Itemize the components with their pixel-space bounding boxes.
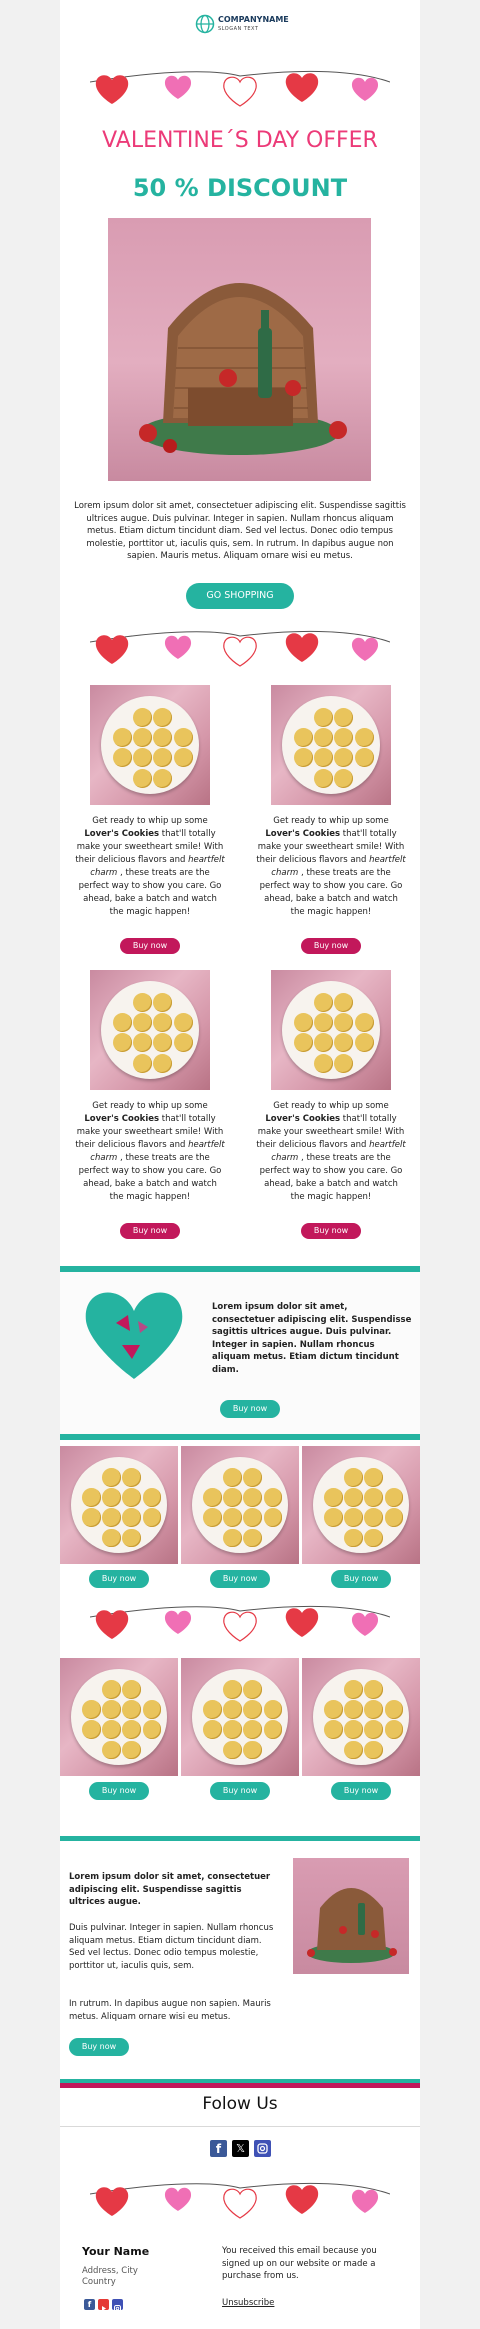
- cookie: [364, 1720, 383, 1739]
- cookie: [153, 1013, 172, 1032]
- hero-title: VALENTINE´S DAY OFFER: [102, 128, 378, 153]
- promo-paragraph: In rutrum. In dapibus augue non sapien. Mauris metus. Aliquam ornare wisi eu metus.: [69, 1999, 271, 2022]
- facebook-icon[interactable]: f: [84, 2299, 95, 2310]
- cookie: [153, 1054, 172, 1073]
- divider-bar: [60, 1836, 420, 1841]
- heart-icon: [165, 2188, 191, 2211]
- cookie-photo: [271, 970, 391, 1090]
- cookie-photo: [181, 1446, 299, 1564]
- footer-name: Your Name: [82, 2245, 150, 2258]
- cookie: [223, 1700, 242, 1719]
- cookie: [334, 728, 353, 747]
- cookie: [264, 1488, 283, 1507]
- cookie: [153, 708, 172, 727]
- cookie: [102, 1720, 121, 1739]
- cookie: [133, 993, 152, 1012]
- cookie: [223, 1468, 242, 1487]
- hero-discount: 50 % DISCOUNT: [132, 174, 348, 202]
- heart-icon: [352, 1613, 378, 1636]
- cookie: [203, 1700, 222, 1719]
- unsubscribe-link[interactable]: Unsubscribe: [222, 2298, 275, 2308]
- cookie: [364, 1508, 383, 1527]
- cookie: [153, 748, 172, 767]
- plate: [192, 1457, 289, 1554]
- cookie: [122, 1508, 141, 1527]
- footer-address: Address, City Country: [82, 2266, 138, 2287]
- plate: [282, 696, 380, 794]
- cookie: [133, 1054, 152, 1073]
- cookie: [355, 1013, 374, 1032]
- cookie: [385, 1508, 404, 1527]
- cookie: [314, 748, 333, 767]
- cookie: [334, 993, 353, 1012]
- cookie: [122, 1720, 141, 1739]
- product-description: Get ready to whip up some Lover's Cookies that'll totally make your sweetheart smile! With their delicious flavors and heartfelt charm , these treats are the perfect way to show you care. Go ahead, bake a batch and watch the magic happen!: [75, 816, 225, 917]
- plate: [282, 981, 380, 1079]
- email-body: [60, 0, 420, 2329]
- instagram-icon[interactable]: [112, 2299, 123, 2310]
- divider: [60, 2126, 420, 2127]
- product-description: Get ready to whip up some Lover's Cookies that'll totally make your sweetheart smile! With their delicious flavors and heartfelt charm , these treats are the perfect way to show you care. Go ahead, bake a batch and watch the magic happen!: [256, 816, 406, 917]
- heart-icon: [165, 76, 191, 99]
- promo-paragraph: Duis pulvinar. Integer in sapien. Nullam rhoncus aliquam metus. Etiam dictum tincidunt diam. Sed vel lectus. Donec odio tempus molestie, porttitor ut, iaculis quis, sem.: [69, 1923, 274, 1971]
- cookie-photo: [302, 1658, 420, 1776]
- heart-icon: [352, 78, 378, 101]
- cookie: [314, 1054, 333, 1073]
- cookie: [113, 1033, 132, 1052]
- cookie: [174, 1013, 193, 1032]
- cookie-photo: [271, 685, 391, 805]
- cookie: [133, 708, 152, 727]
- buy-now-button[interactable]: Buy now: [120, 1223, 180, 1239]
- cookie: [223, 1720, 242, 1739]
- buy-now-button[interactable]: Buy now: [220, 1400, 280, 1418]
- divider-bar: [60, 2083, 420, 2088]
- plate: [101, 696, 199, 794]
- cookie: [264, 1700, 283, 1719]
- basket-photo: [293, 1858, 409, 1974]
- cookie: [143, 1508, 162, 1527]
- plate: [313, 1669, 410, 1766]
- cookie: [334, 1013, 353, 1032]
- globe-logo-icon: [195, 14, 215, 34]
- heart-icon: [96, 75, 128, 104]
- heart-icon: [224, 637, 256, 666]
- cookie: [324, 1720, 343, 1739]
- heart-icon: [224, 1612, 256, 1641]
- cookie: [334, 708, 353, 727]
- cookie-photo: [90, 970, 210, 1090]
- cookie: [102, 1468, 121, 1487]
- facebook-icon[interactable]: f: [210, 2140, 227, 2157]
- cookie: [294, 748, 313, 767]
- cookie: [364, 1741, 383, 1760]
- buy-now-button[interactable]: Buy now: [69, 2038, 129, 2056]
- heart-garland: [90, 630, 390, 680]
- cookie: [133, 769, 152, 788]
- cookie: [82, 1508, 101, 1527]
- buy-now-button[interactable]: Buy now: [301, 1223, 361, 1239]
- heart-icon: [82, 1283, 187, 1383]
- cookie: [314, 708, 333, 727]
- cookie: [153, 728, 172, 747]
- cookie-photo: [302, 1446, 420, 1564]
- cookie: [314, 1033, 333, 1052]
- buy-now-button[interactable]: Buy now: [210, 1782, 270, 1800]
- cookie: [153, 769, 172, 788]
- cookie: [334, 769, 353, 788]
- cookie: [264, 1508, 283, 1527]
- cookie-photo: [181, 1658, 299, 1776]
- feature-text: Lorem ipsum dolor sit amet, consectetuer adipiscing elit. Suspendisse sagittis ultrices augue. Duis pulvinar. Integer in sapien. Nullam rhoncus aliquam metus. Etiam dictum tincidunt diam.: [212, 1302, 412, 1375]
- instagram-icon[interactable]: [254, 2140, 271, 2157]
- cookie: [223, 1680, 242, 1699]
- cookie: [102, 1741, 121, 1760]
- heart-icon: [352, 2190, 378, 2213]
- cookie: [334, 1054, 353, 1073]
- cookie: [364, 1468, 383, 1487]
- plate: [71, 1457, 168, 1554]
- cookie: [133, 728, 152, 747]
- cookie: [385, 1720, 404, 1739]
- cookie: [122, 1741, 141, 1760]
- heart-icon: [286, 73, 318, 102]
- go-shopping-button[interactable]: GO SHOPPING: [186, 583, 294, 609]
- cookie: [133, 1033, 152, 1052]
- heart-icon: [224, 2189, 256, 2218]
- divider-bar: [60, 1434, 420, 1440]
- buy-now-button[interactable]: Buy now: [331, 1782, 391, 1800]
- cookie: [334, 748, 353, 767]
- product-description: Get ready to whip up some Lover's Cookies that'll totally make your sweetheart smile! With their delicious flavors and heartfelt charm , these treats are the perfect way to show you care. Go ahead, bake a batch and watch the magic happen!: [75, 1101, 225, 1202]
- buy-now-button[interactable]: Buy now: [89, 1782, 149, 1800]
- cookie: [314, 728, 333, 747]
- follow-title: Folow Us: [202, 2094, 278, 2114]
- x-icon[interactable]: 𝕏: [232, 2140, 249, 2157]
- buy-now-button[interactable]: Buy now: [210, 1570, 270, 1588]
- cookie: [133, 1013, 152, 1032]
- product-description: Get ready to whip up some Lover's Cookies that'll totally make your sweetheart smile! With their delicious flavors and heartfelt charm , these treats are the perfect way to show you care. Go ahead, bake a batch and watch the magic happen!: [256, 1101, 406, 1202]
- cookie: [385, 1700, 404, 1719]
- cookie: [344, 1680, 363, 1699]
- cookie: [203, 1508, 222, 1527]
- plate: [313, 1457, 410, 1554]
- cookie: [174, 748, 193, 767]
- cookie: [314, 1013, 333, 1032]
- cookie: [82, 1488, 101, 1507]
- heart-icon: [96, 635, 128, 664]
- cookie: [102, 1508, 121, 1527]
- cookie: [364, 1700, 383, 1719]
- heart-icon: [165, 1611, 191, 1634]
- plate: [101, 981, 199, 1079]
- cookie: [344, 1488, 363, 1507]
- cookie: [122, 1468, 141, 1487]
- cookie-photo: [60, 1446, 178, 1564]
- slogan: SLOGAN TEXT: [218, 26, 259, 32]
- cookie: [174, 1033, 193, 1052]
- cookie: [243, 1529, 262, 1548]
- cookie: [324, 1700, 343, 1719]
- heart-icon: [286, 633, 318, 662]
- cookie: [122, 1488, 141, 1507]
- cookie: [385, 1488, 404, 1507]
- cookie: [314, 993, 333, 1012]
- cookie: [223, 1508, 242, 1527]
- heart-icon: [286, 2185, 318, 2214]
- cookie: [324, 1488, 343, 1507]
- cookie: [113, 748, 132, 767]
- promo-heading: Lorem ipsum dolor sit amet, consectetuer adipiscing elit. Suspendisse sagittis ultrices augue.: [69, 1872, 271, 1907]
- heart-garland: [90, 2182, 390, 2232]
- cookie: [113, 1013, 132, 1032]
- cookie: [223, 1741, 242, 1760]
- cookie: [153, 1033, 172, 1052]
- cookie: [174, 728, 193, 747]
- cookie: [294, 728, 313, 747]
- cookie: [294, 1013, 313, 1032]
- cookie: [102, 1680, 121, 1699]
- buy-now-button[interactable]: Buy now: [331, 1570, 391, 1588]
- cookie: [243, 1488, 262, 1507]
- cookie: [203, 1720, 222, 1739]
- heart-icon: [96, 2187, 128, 2216]
- cookie: [113, 728, 132, 747]
- cookie: [324, 1508, 343, 1527]
- plate: [71, 1669, 168, 1766]
- heart-icon: [224, 77, 256, 106]
- cookie: [143, 1488, 162, 1507]
- cookie: [102, 1700, 121, 1719]
- cookie: [334, 1033, 353, 1052]
- cookie: [355, 748, 374, 767]
- plate: [192, 1669, 289, 1766]
- cookie: [344, 1741, 363, 1760]
- cookie: [243, 1508, 262, 1527]
- cookie: [203, 1488, 222, 1507]
- cookie-photo: [60, 1658, 178, 1776]
- cookie: [143, 1700, 162, 1719]
- cookie: [82, 1720, 101, 1739]
- heart-icon: [352, 638, 378, 661]
- company-name: COMPANYNAME: [218, 15, 289, 24]
- cookie: [102, 1529, 121, 1548]
- cookie: [243, 1680, 262, 1699]
- cookie: [344, 1700, 363, 1719]
- cookie: [294, 1033, 313, 1052]
- cookie: [122, 1700, 141, 1719]
- cookie: [355, 1033, 374, 1052]
- cookie: [102, 1488, 121, 1507]
- cookie: [344, 1508, 363, 1527]
- cookie: [364, 1529, 383, 1548]
- heart-icon: [96, 1610, 128, 1639]
- cookie: [314, 769, 333, 788]
- buy-now-button[interactable]: Buy now: [120, 938, 180, 954]
- cookie: [122, 1680, 141, 1699]
- cookie-photo: [90, 685, 210, 805]
- heart-icon: [286, 1608, 318, 1637]
- heart-icon: [165, 636, 191, 659]
- cookie: [355, 728, 374, 747]
- cookie: [133, 748, 152, 767]
- heart-garland: [90, 1605, 390, 1655]
- cookie: [122, 1529, 141, 1548]
- cookie: [243, 1700, 262, 1719]
- hero-body-text: Lorem ipsum dolor sit amet, consectetuer adipiscing elit. Suspendisse sagittis ultrices augue. Duis pulvinar. Integer in sapien. Nullam rhoncus aliquam metus. Etiam dictum tincidunt diam. Sed vel lectus. Donec odio tempus molestie, porttitor ut, iaculis quis, sem. In rutrum. In dapibus augue non sapien. Mauris metus. Aliquam ornare wisi eu metus.: [74, 501, 406, 561]
- cookie: [243, 1468, 262, 1487]
- cookie: [153, 993, 172, 1012]
- cookie: [264, 1720, 283, 1739]
- cookie: [344, 1529, 363, 1548]
- youtube-icon[interactable]: [98, 2299, 109, 2310]
- buy-now-button[interactable]: Buy now: [301, 938, 361, 954]
- cookie: [243, 1720, 262, 1739]
- footer-notice: You received this email because you signed up on our website or made a purchase from us.: [222, 2246, 377, 2281]
- cookie: [344, 1720, 363, 1739]
- cookie: [344, 1468, 363, 1487]
- cookie: [364, 1680, 383, 1699]
- heart-garland: [90, 70, 390, 120]
- buy-now-button[interactable]: Buy now: [89, 1570, 149, 1588]
- cookie: [82, 1700, 101, 1719]
- cookie: [243, 1741, 262, 1760]
- cookie: [223, 1529, 242, 1548]
- cookie: [223, 1488, 242, 1507]
- hero-image: [108, 218, 371, 481]
- cookie: [364, 1488, 383, 1507]
- cookie: [143, 1720, 162, 1739]
